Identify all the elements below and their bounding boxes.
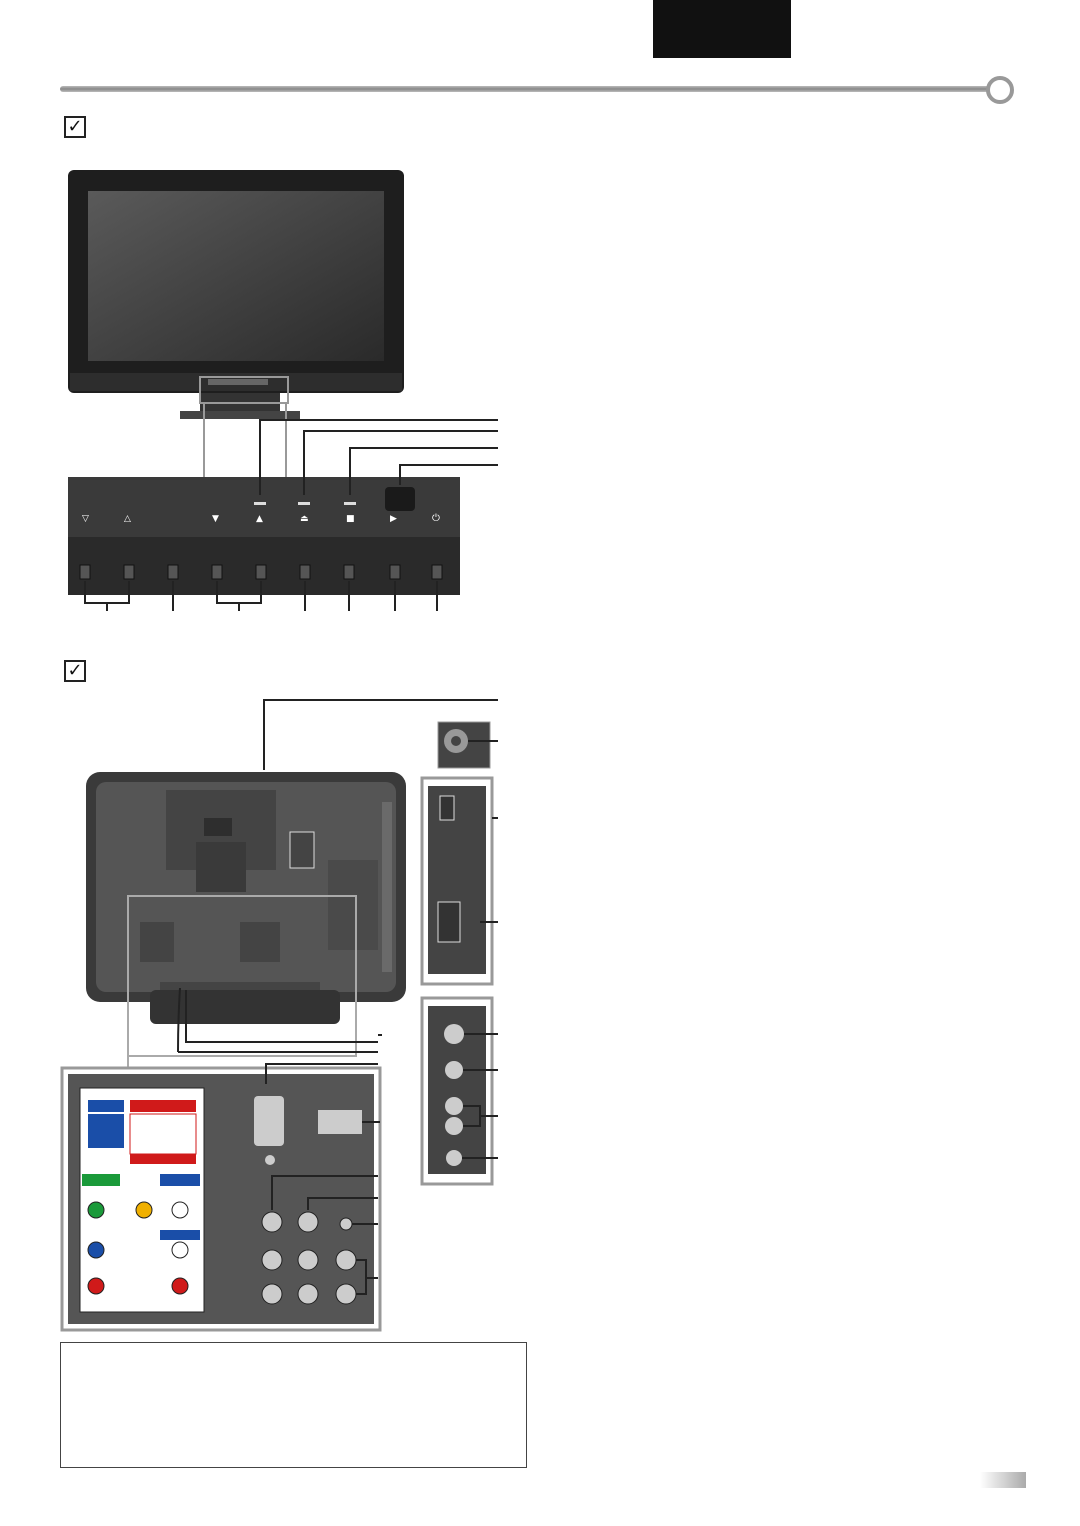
section-nav (1028, 62, 1080, 1332)
rear-panel-title (64, 660, 94, 682)
svg-text:▲: ▲ (256, 514, 263, 524)
svg-text:▶: ▶ (390, 514, 397, 524)
svg-text:■: ■ (346, 514, 355, 524)
ir-sensor (385, 487, 415, 511)
svg-text:▼: ▼ (212, 514, 219, 524)
svg-text:⏏: ⏏ (300, 514, 309, 524)
language-tab (653, 0, 791, 58)
svg-text:⏻: ⏻ (432, 513, 440, 524)
checkbox-icon: ✓ (64, 660, 86, 682)
svg-text:△: △ (124, 514, 131, 524)
rear-panel-figure (60, 690, 530, 1335)
svg-text:▽: ▽ (82, 514, 89, 524)
control-panel-title (64, 116, 94, 138)
header-rule-dot (986, 76, 1014, 104)
note-box (60, 1342, 527, 1468)
page-number-block (980, 1472, 1050, 1494)
front-panel-figure (60, 165, 530, 635)
header-rule (60, 86, 990, 92)
checkbox-icon: ✓ (64, 116, 86, 138)
page-number-bar (980, 1472, 1026, 1488)
